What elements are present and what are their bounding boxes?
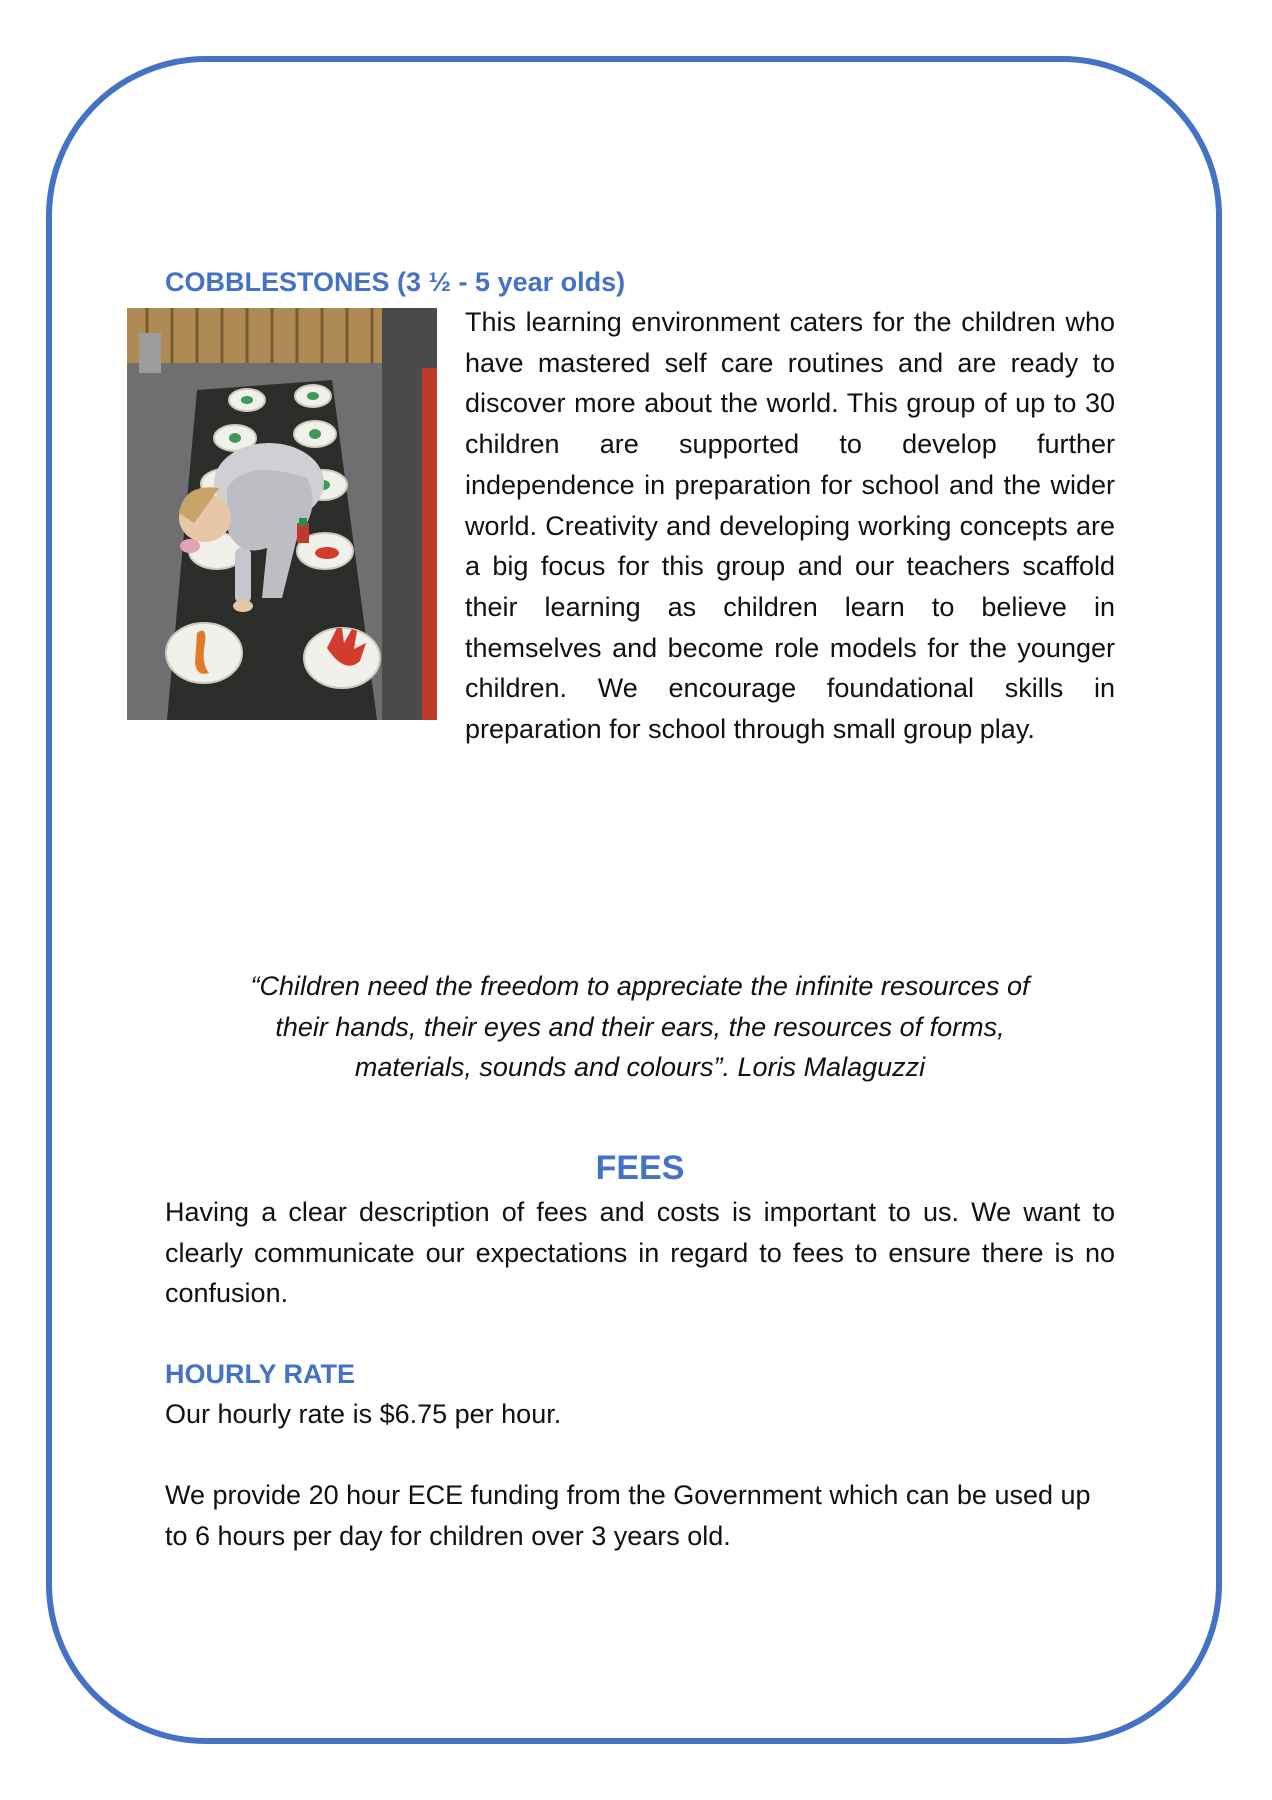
hourly-rate-heading: HOURLY RATE — [165, 1359, 356, 1390]
funding-text: We provide 20 hour ECE funding from the Government which can be used up to 6 hours per day for children over 3 years old. — [165, 1479, 1091, 1551]
quote-line: “Children need the freedom to appreciate the infinite resources of — [250, 971, 1030, 1001]
malaguzzi-quote — [165, 966, 1115, 1088]
quote-line: their hands, their eyes and their ears, the resources of forms, — [275, 1011, 1005, 1042]
cobblestones-section — [165, 262, 1115, 750]
cobblestones-paragraph: This learning environment caters for the children who have mastered self care routines and are ready to discover more about the world. This group of up to 30 children are supported to develop further independence in preparation for school and the wider world. Creativity and developing working concepts are a big focus for this group and our teachers scaffold their learning as children learn to believe in themselves and become role models for the younger children. We encourage foundational skills in preparation for school through small group play. — [165, 302, 1115, 750]
quote-line: materials, sounds and colours”. Loris Malaguzzi — [354, 1052, 926, 1082]
fees-title: FEES — [595, 1149, 685, 1187]
fees-intro: Having a clear description of fees and costs is important to us. We want to clearly communicate our expectations in regard to fees to ensure there is no confusion. — [165, 1197, 1115, 1309]
fees-section — [165, 1192, 1115, 1556]
cobblestones-heading: COBBLESTONES (3 ½ - 5 year olds) — [165, 267, 626, 297]
children-activity-photo — [127, 308, 437, 720]
hourly-rate-text: Our hourly rate is $6.75 per hour. — [165, 1399, 562, 1430]
